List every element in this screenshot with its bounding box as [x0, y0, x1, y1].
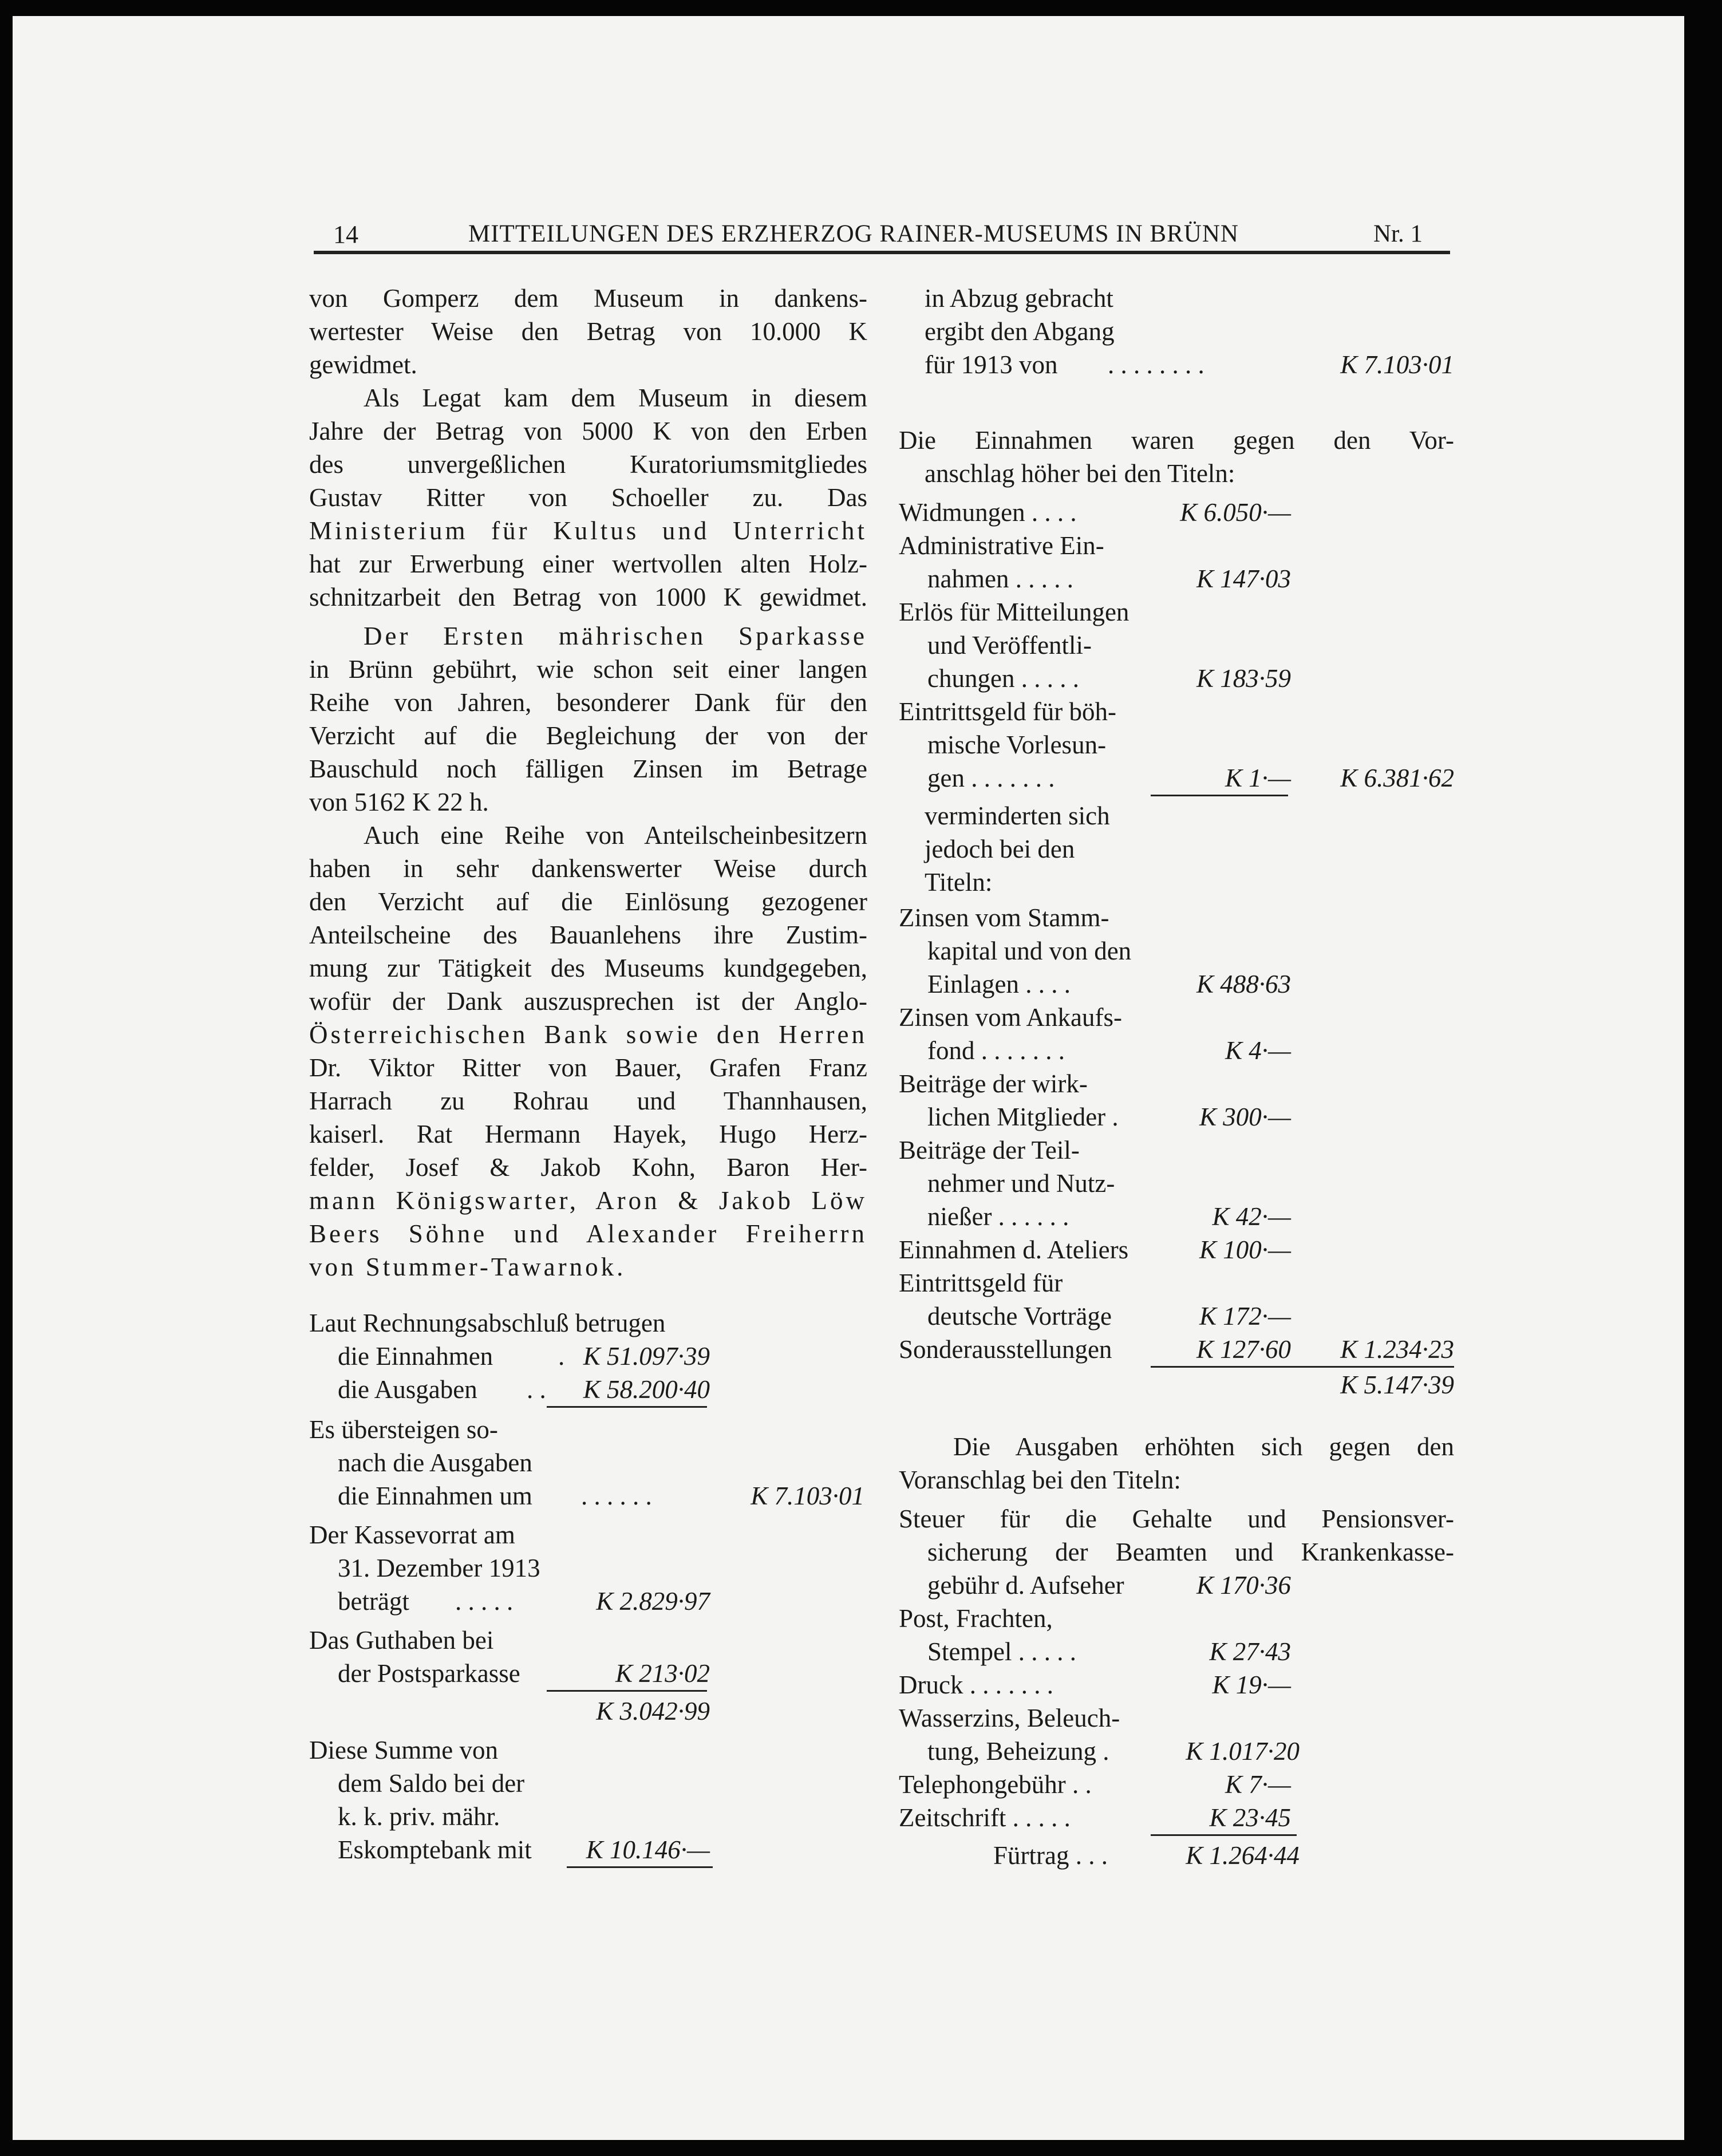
sum-rule	[1151, 1366, 1454, 1368]
text-line: Die Ausgaben erhöhten sich gegen den	[953, 1432, 1454, 1461]
item-label: Sonderausstellungen	[899, 1335, 1112, 1364]
item-label: Einnahmen d. Ateliers	[899, 1235, 1129, 1264]
text-line: anschlag höher bei den Titeln:	[925, 459, 1235, 488]
text-line: haben in sehr dankenswerter Weise durch	[309, 854, 867, 883]
item-label: nehmer und Nutz-	[927, 1169, 1115, 1198]
item-label: Eintrittsgeld für	[899, 1269, 1063, 1297]
sum-rule	[1151, 1834, 1297, 1836]
account-line: Es übersteigen so-	[309, 1415, 498, 1444]
item-label: Einlagen . . . .	[927, 970, 1071, 998]
text-line: Harrach zu Rohrau und Thannhausen,	[309, 1087, 867, 1115]
text-line: hat zur Erwerbung einer wertvollen alten Holz-	[309, 550, 867, 578]
item-label: Stempel . . . . .	[927, 1637, 1076, 1666]
account-line: nach die Ausgaben	[338, 1448, 532, 1477]
text-line: von Gomperz dem Museum in dankens-	[309, 284, 867, 313]
item-label: Beiträge der Teil-	[899, 1136, 1080, 1164]
item-label: tung, Beheizung .	[927, 1737, 1109, 1766]
text-line: ergibt den Abgang	[925, 317, 1115, 346]
item-label: Erlös für Mitteilungen	[899, 598, 1129, 626]
account-line: 31. Dezember 1913	[338, 1554, 540, 1582]
item-label: Administrative Ein-	[899, 531, 1104, 560]
item-label: nießer . . . . . .	[927, 1202, 1069, 1231]
text-line: Dr. Viktor Ritter von Bauer, Grafen Franz	[309, 1053, 867, 1082]
account-label: beträgt	[338, 1587, 409, 1616]
item-value: K 147·03	[1196, 564, 1291, 593]
item-label: deutsche Vorträge	[927, 1302, 1112, 1330]
subtotal-value: K 1.234·23	[1340, 1335, 1454, 1364]
text-line: Verzicht auf die Begleichung der von der	[309, 721, 867, 750]
item-value: K 23·45	[1209, 1803, 1291, 1832]
item-value: K 1·—	[1225, 764, 1291, 792]
item-value: K 27·43	[1209, 1637, 1291, 1666]
leader-dots: . . . . . . . .	[1108, 350, 1204, 379]
account-value: K 2.829·97	[596, 1587, 710, 1616]
item-label: und Veröffentli-	[927, 631, 1092, 660]
item-label: Zinsen vom Ankaufs-	[899, 1003, 1122, 1032]
text-line: in Abzug gebracht	[925, 284, 1113, 313]
item-label: kapital und von den	[927, 937, 1132, 965]
item-label: Steuer für die Gehalte und Pensionsver-	[899, 1505, 1454, 1533]
item-label: Druck . . . . . . .	[899, 1671, 1053, 1699]
account-line: dem Saldo bei der	[338, 1769, 525, 1798]
item-label: gebühr d. Aufseher	[927, 1571, 1124, 1600]
item-label: Wasserzins, Beleuch-	[899, 1704, 1120, 1732]
leader-dots: . .	[527, 1375, 546, 1404]
issue-number: Nr. 1	[1373, 220, 1423, 247]
item-value: K 19·—	[1212, 1671, 1291, 1699]
text-line: von 5162 K 22 h.	[309, 788, 489, 816]
account-label: Eskomptebank mit	[338, 1835, 532, 1864]
account-line: Das Guthaben bei	[309, 1626, 494, 1654]
text-line: Auch eine Reihe von Anteilscheinbesitzern	[364, 821, 867, 850]
item-label: Widmungen . . . .	[899, 498, 1077, 527]
item-value: K 172·—	[1199, 1302, 1291, 1330]
account-value: K 51.097·39	[583, 1342, 710, 1371]
account-value: K 3.042·99	[596, 1697, 710, 1725]
item-label: Eintrittsgeld für böh-	[899, 697, 1116, 726]
item-value: K 488·63	[1196, 970, 1291, 998]
page-number: 14	[333, 220, 358, 248]
item-label: sicherung der Beamten und Krankenkasse-	[927, 1538, 1454, 1566]
text-line: wertester Weise den Betrag von 10.000 K	[309, 317, 867, 346]
text-line: Ministerium für Kultus und Unterricht	[309, 516, 867, 545]
item-value: K 6.050·—	[1180, 498, 1291, 527]
text-line: des unvergeßlichen Kuratoriumsmitgliedes	[309, 450, 867, 479]
text-line: Beers Söhne und Alexander Freiherrn	[309, 1219, 867, 1248]
carryover-value: K 1.264·44	[1186, 1841, 1300, 1870]
item-label: fond . . . . . . .	[927, 1036, 1065, 1065]
text-line: von Stummer-Tawarnok.	[309, 1253, 626, 1281]
sum-rule	[547, 1406, 707, 1408]
text-line: Voranschlag bei den Titeln:	[899, 1466, 1181, 1494]
account-line: Diese Summe von	[309, 1736, 498, 1764]
subtotal-value: K 6.381·62	[1340, 764, 1454, 792]
income-result: K 5.147·39	[1340, 1371, 1454, 1399]
item-label: Beiträge der wirk-	[899, 1069, 1088, 1098]
account-line: k. k. priv. mähr.	[338, 1802, 500, 1831]
item-value: K 300·—	[1199, 1103, 1291, 1131]
item-value: K 1.017·20	[1186, 1737, 1300, 1766]
text-line: Bauschuld noch fälligen Zinsen im Betrage	[309, 755, 867, 783]
journal-title: MITTEILUNGEN DES ERZHERZOG RAINER-MUSEUMS IN BRÜNN	[468, 220, 1239, 247]
item-label: Telephongebühr . .	[899, 1770, 1092, 1799]
text-line: Der Ersten mährischen Sparkasse	[364, 622, 867, 650]
item-label: nahmen . . . . .	[927, 564, 1073, 593]
text-line: felder, Josef & Jakob Kohn, Baron Her-	[309, 1153, 867, 1182]
text-line: wofür der Dank auszusprechen ist der Anglo-	[309, 987, 867, 1016]
text-line: Als Legat kam dem Museum in diesem	[364, 384, 867, 412]
text-line: für 1913 von	[925, 350, 1058, 379]
text-line: kaiserl. Rat Hermann Hayek, Hugo Herz-	[309, 1120, 867, 1148]
item-label: gen . . . . . . .	[927, 764, 1055, 792]
sum-rule	[547, 1690, 707, 1692]
running-header	[314, 216, 1450, 251]
item-label: mische Vorlesun-	[927, 730, 1107, 759]
text-line: Gustav Ritter von Schoeller zu. Das	[309, 483, 867, 512]
account-label: die Einnahmen	[338, 1342, 493, 1371]
text-line: Titeln:	[925, 868, 993, 897]
item-label: lichen Mitglieder .	[927, 1103, 1119, 1131]
text-line: verminderten sich	[925, 801, 1110, 830]
item-label: Post, Frachten,	[899, 1604, 1053, 1633]
leader-dots: . . . . . .	[581, 1482, 652, 1510]
item-value: K 42·—	[1212, 1202, 1291, 1231]
account-value: K 58.200·40	[583, 1375, 710, 1404]
text-line: in Brünn gebührt, wie schon seit einer langen	[309, 655, 867, 684]
header-rule	[314, 251, 1450, 254]
item-value: K 170·36	[1196, 1571, 1291, 1600]
item-label: Zinsen vom Stamm-	[899, 903, 1109, 932]
item-value: K 127·60	[1196, 1335, 1291, 1364]
sum-rule	[1151, 795, 1288, 796]
item-label: Zeitschrift . . . . .	[899, 1803, 1071, 1832]
item-value: K 183·59	[1196, 664, 1291, 693]
text-line: Österreichischen Bank sowie den Herren	[309, 1020, 867, 1049]
account-label: die Einnahmen um	[338, 1482, 532, 1510]
text-line: Die Einnahmen waren gegen den Vor-	[899, 426, 1454, 455]
account-line: Der Kassevorrat am	[309, 1521, 515, 1549]
account-value: K 7.103·01	[1340, 350, 1454, 379]
leader-dots: . . . . .	[455, 1587, 514, 1616]
account-label: die Ausgaben	[338, 1375, 477, 1404]
sum-rule	[567, 1866, 713, 1868]
account-value: K 213·02	[615, 1659, 710, 1688]
account-line: Laut Rechnungsabschluß betrugen	[309, 1309, 666, 1337]
account-value: K 7.103·01	[751, 1482, 864, 1510]
carryover-label: Fürtrag . . .	[993, 1841, 1108, 1870]
text-line: den Verzicht auf die Einlösung gezogener	[309, 887, 867, 916]
item-value: K 7·—	[1225, 1770, 1291, 1799]
text-line: jedoch bei den	[925, 835, 1075, 863]
item-value: K 100·—	[1199, 1235, 1291, 1264]
account-label: der Postsparkasse	[338, 1659, 520, 1688]
text-line: gewidmet.	[309, 350, 417, 379]
text-line: Anteilscheine des Bauanlehens ihre Zustim-	[309, 921, 867, 949]
text-line: schnitzarbeit den Betrag von 1000 K gewidmet.	[309, 583, 867, 611]
item-label: chungen . . . . .	[927, 664, 1079, 693]
text-line: mann Königswarter, Aron & Jakob Löw	[309, 1186, 867, 1215]
item-value: K 4·—	[1225, 1036, 1291, 1065]
account-value: K 10.146·—	[586, 1835, 710, 1864]
text-line: Reihe von Jahren, besonderer Dank für den	[309, 688, 867, 717]
text-line: mung zur Tätigkeit des Museums kundgegeben,	[309, 954, 867, 982]
leader-dots: .	[558, 1342, 565, 1371]
text-line: Jahre der Betrag von 5000 K von den Erben	[309, 417, 867, 445]
